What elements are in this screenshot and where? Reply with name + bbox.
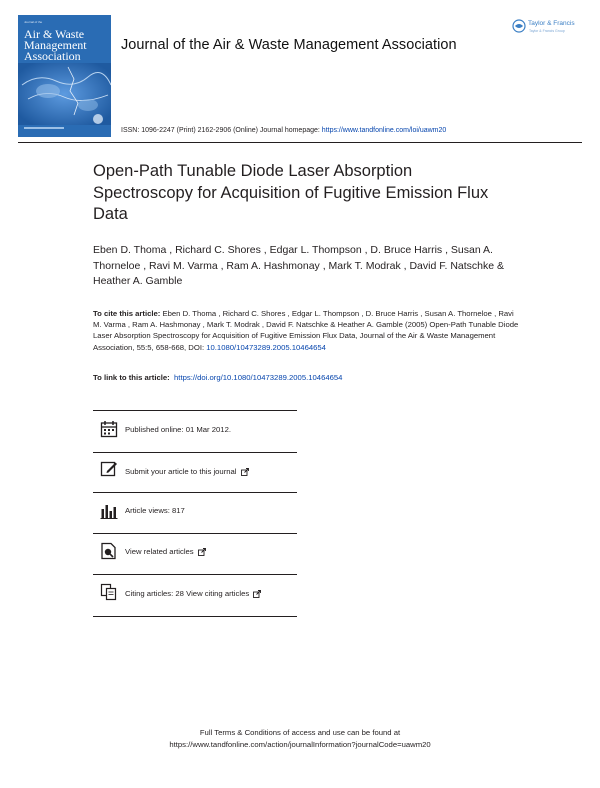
document-search-icon	[100, 542, 118, 560]
bar-chart-icon	[100, 502, 118, 520]
copy-documents-icon	[100, 583, 118, 601]
submit-article-label	[125, 467, 249, 476]
cover-title: Air & Waste Management Association	[24, 27, 87, 63]
item-divider	[93, 410, 297, 411]
publisher-logo-text: Taylor & Francis	[528, 20, 575, 27]
citing-articles-text[interactable]: Citing articles: 28 View citing articles	[125, 589, 250, 598]
external-link-icon	[253, 590, 261, 598]
footer-terms-link[interactable]: https://www.tandfonline.com/action/journalInformation?journalCode=uawm20	[169, 739, 431, 749]
cite-label: To cite this article:	[93, 309, 161, 318]
cover-globe-graphic	[18, 15, 111, 137]
cover-bar	[24, 127, 64, 129]
related-articles-item[interactable]	[100, 542, 360, 564]
calendar-icon	[100, 420, 118, 438]
link-block	[93, 373, 523, 382]
cover-small-header: Journal of the	[24, 20, 43, 24]
journal-title: Journal of the Air & Waste Management Association	[121, 37, 457, 53]
terms-footer	[0, 727, 600, 750]
related-articles-label	[125, 547, 206, 556]
item-divider	[93, 533, 297, 534]
publisher-logo	[512, 19, 575, 38]
issn-line	[121, 127, 446, 134]
external-link-icon	[241, 468, 249, 476]
footer-terms-text: Full Terms & Conditions of access and use can be found at	[199, 728, 401, 737]
submit-article-text[interactable]: Submit your article to this journal	[125, 467, 237, 476]
article-doi-url[interactable]: https://doi.org/10.1080/10473289.2005.10464654	[174, 373, 343, 382]
header-divider	[18, 142, 582, 143]
article-authors: Eben D. Thoma , Richard C. Shores , Edgar L. Thompson , D. Bruce Harris , Susan A. Thorneloe , Ravi M. Varma , Ram A. Hashmonay , Mark T. Modrak , David F. Natschke & Heather A. Gamble	[93, 244, 505, 287]
taylor-francis-logo-icon	[512, 19, 526, 33]
journal-cover-image	[18, 15, 111, 137]
citing-articles-label	[125, 589, 261, 598]
item-divider	[93, 616, 297, 617]
item-divider	[93, 492, 297, 493]
citing-articles-item[interactable]	[100, 583, 360, 605]
article-views-item	[100, 502, 360, 524]
cite-text: Eben D. Thoma , Richard C. Shores , Edgar L. Thompson , D. Bruce Harris , Susan A. Thorneloe , Ravi M. Varma , Ram A. Hashmonay , Mark T. Modrak , David F. Natschke & Heather A. Gamble (2005) Open-Path Tunable Diode Laser Absorption Spectroscopy for Acquisition of Fugitive Emission Flux Data, Journal of the Air & Waste Management Association, 55:5, 658-668, DOI:	[93, 309, 519, 352]
published-online-text: Published online: 01 Mar 2012.	[125, 425, 231, 434]
issn-text: ISSN: 1096-2247 (Print) 2162-2906 (Online) Journal homepage:	[121, 127, 320, 134]
edit-icon	[100, 460, 118, 478]
submit-article-item[interactable]	[100, 460, 360, 482]
journal-homepage-link[interactable]: https://www.tandfonline.com/loi/uawm20	[321, 127, 447, 134]
published-online-item	[100, 420, 360, 442]
publisher-tagline: Taylor & Francis Group	[529, 29, 565, 33]
article-views-text: Article views: 817	[125, 506, 185, 515]
article-title: Open-Path Tunable Diode Laser Absorption Spectroscopy for Acquisition of Fugitive Emission Flux Data	[93, 162, 489, 223]
doi-link[interactable]: 10.1080/10473289.2005.10464654	[206, 342, 326, 352]
related-articles-text[interactable]: View related articles	[125, 547, 194, 556]
item-divider	[93, 452, 297, 453]
link-label: To link to this article:	[93, 373, 170, 382]
external-link-icon	[198, 548, 206, 556]
citation-block	[93, 308, 523, 353]
item-divider	[93, 574, 297, 575]
